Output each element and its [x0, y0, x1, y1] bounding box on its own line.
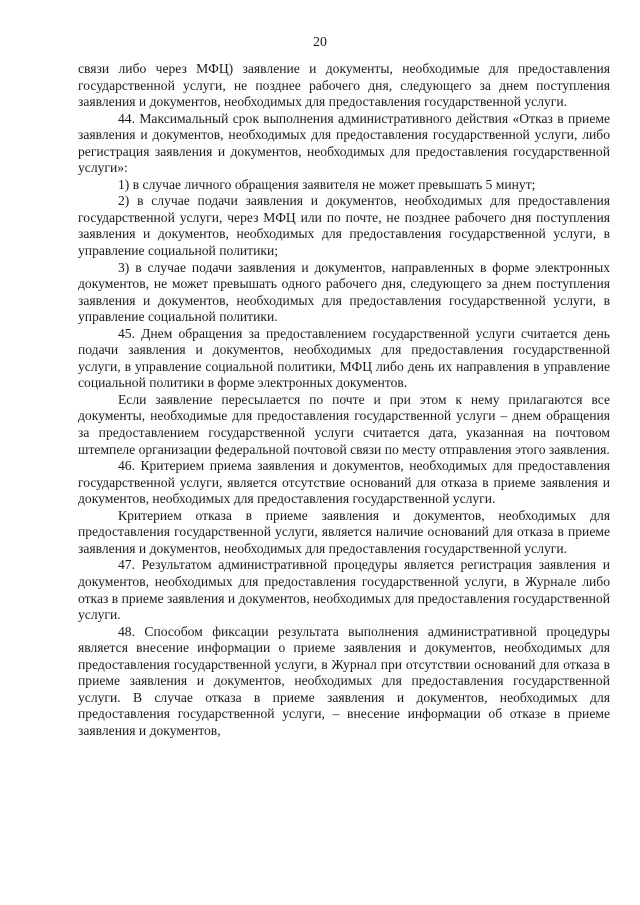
paragraph-44-item-3: 3) в случае подачи заявления и документов, направленных в форме электронных документов, не может превышать одного рабочего дня, следующего за днем поступления заявления и документов, необходимых для предоставления государственной услуги, в управление социальной политики.: [78, 259, 610, 325]
page-number: 20: [313, 35, 327, 50]
paragraph-48: 48. Способом фиксации результата выполнения административной процедуры является внесение информации о приеме заявления и документов, необходимых для предоставления государственной услуги, в Журнал при отсутствии оснований для отказа в приеме заявления и документов, необходимых для предоставления государственной услуги. В случае отказа в приеме заявления и документов, необходимых для предоставления государственной услуги, – внесение информации об отказе в приеме заявления и документов,: [78, 623, 610, 738]
paragraph-45: 45. Днем обращения за предоставлением государственной услуги считается день подачи заявления и документов, необходимых для предоставления государственной услуги, в управление социальной политики, МФЦ либо день их направления в управление социальной политики в форме электронных документов.: [78, 325, 610, 391]
paragraph-44-item-2: 2) в случае подачи заявления и документов, необходимых для предоставления государственной услуги, через МФЦ или по почте, не позднее рабочего дня поступления заявления и документов, необходимых для предоставления государственной услуги, в управление социальной политики;: [78, 193, 610, 259]
paragraph-46-refusal: Критерием отказа в приеме заявления и документов, необходимых для предоставления государственной услуги, является наличие оснований для отказа в приеме заявления и документов, необходимых для предоставления государственной услуги.: [78, 507, 610, 556]
paragraph-45-mail: Если заявление пересылается по почте и при этом к нему прилагаются все документы, необходимые для предоставления государственной услуги – днем обращения за предоставлением государственной услуги считается дата, указанная на почтовом штемпеле организации федеральной почтовой связи по месту отправления этого заявления.: [78, 391, 610, 457]
paragraph-44: 44. Максимальный срок выполнения административного действия «Отказ в приеме заявления и документов, необходимых для предоставления государственной услуги, либо регистрация заявления и документов, необходимых для предоставления государственной услуги»:: [78, 110, 610, 176]
paragraph-44-item-1: 1) в случае личного обращения заявителя не может превышать 5 минут;: [118, 176, 536, 192]
paragraph-47: 47. Результатом административной процедуры является регистрация заявления и документов, необходимых для предоставления государственной услуги, в Журнале либо отказ в приеме заявления и документов, необходимых для предоставления государственной услуги.: [78, 557, 610, 623]
document-body: [78, 61, 610, 739]
paragraph-46: 46. Критерием приема заявления и документов, необходимых для предоставления государственной услуги, является отсутствие оснований для отказа в приеме заявления и документов, необходимых для предоставления государственной услуги.: [78, 458, 610, 507]
paragraph-continuation: связи либо через МФЦ) заявление и документы, необходимые для предоставления государственной услуги, не позднее рабочего дня, следующего за днем поступления заявления и документов, необходимых для предоставления государственной услуги.: [78, 61, 610, 110]
